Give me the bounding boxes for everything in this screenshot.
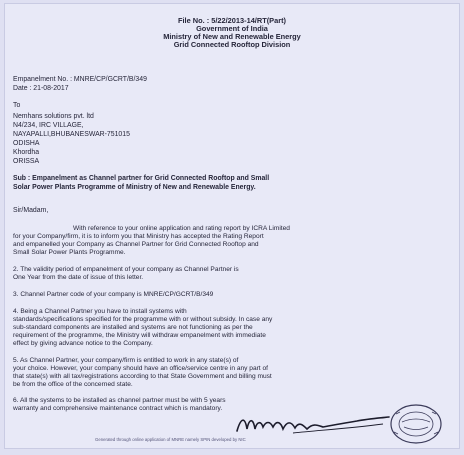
paragraph-line: requirement of the programme, the Ministry will withdraw empanelment with immediate (13, 332, 266, 339)
paragraph-line: 2. The validity period of empanelment of your company as Channel Partner is (13, 266, 239, 273)
footer-note: Generated through online application of MNRE namely SPIN developed by NIC (95, 437, 246, 442)
paragraph-line: One Year from the date of issue of this letter. (13, 274, 144, 281)
division-line: Grid Connected Rooftop Division (173, 40, 291, 49)
paragraph-line: 6. All the systems to be installed as channel partner must be with 5 years (13, 397, 226, 404)
paragraph-line: Small Solar Power Plants Programme. (13, 249, 126, 256)
paragraph-line: 5. As Channel Partner, your company/firm is entitled to work in any state(s) of (13, 357, 239, 364)
file-number: File No. : 5/22/2013-14/RT(Part) (177, 16, 287, 25)
address-line: Khordha (13, 149, 40, 156)
ministry-line: Ministry of New and Renewable Energy (163, 32, 301, 41)
paragraph-line: warranty and comprehensive maintenance contract which is mandatory. (13, 405, 223, 412)
salutation: Sir/Madam, (13, 207, 49, 214)
paragraph-line: and empanelled your Company as Channel Partner for Grid Connected Rooftop and (13, 241, 259, 248)
paragraph-line: 3. Channel Partner code of your company is MNRE/CP/GCRT/B/349 (13, 291, 214, 298)
subject-line: Sub : Empanelment as Channel partner for Grid Connected Rooftop and Small (13, 175, 270, 182)
address-line: ODISHA (13, 140, 40, 147)
paragraph-line: for your Company/firm, it is to inform you that Ministry has accepted the Rating Report (13, 233, 264, 240)
to-label: To (13, 102, 21, 109)
letter-date: Date : 21-08-2017 (13, 85, 69, 92)
paragraph-line: standards/specifications specified for the programme with or without subsidy. In case any (13, 316, 273, 323)
address-line: ORISSA (13, 158, 40, 165)
paragraph-line: 4. Being a Channel Partner you have to install systems with (13, 308, 187, 315)
address-line: NAYAPALLI,BHUBANESWAR-751015 (13, 131, 130, 138)
government-line: Government of India (196, 24, 268, 33)
empanelment-number: Empanelment No. : MNRE/CP/GCRT/B/349 (13, 76, 147, 83)
address-line: Nemhans solutions pvt. ltd (13, 113, 94, 120)
paragraph-line: be from the office of the concerned state. (13, 381, 133, 388)
official-seal-icon (388, 402, 444, 446)
paragraph-line: that state(s) with all tax/registrations according to that State Government and billing must (13, 373, 272, 380)
paragraph-line: With reference to your online application and rating report by ICRA Limited (73, 225, 290, 232)
paragraph-line: effect by giving advance notice to the Company. (13, 340, 153, 347)
paragraph-line: sub-standard components are installed and systems are not functioning as per the (13, 324, 253, 331)
paragraph-line: your choice. However, your company should have an office/service centre in any part of (13, 365, 268, 372)
signature-icon (233, 409, 393, 439)
address-line: N4/234, IRC VILLAGE, (13, 122, 84, 129)
subject-line: Solar Power Plants Programme of Ministry of New and Renewable Energy. (13, 184, 256, 191)
letter-page (4, 3, 460, 449)
